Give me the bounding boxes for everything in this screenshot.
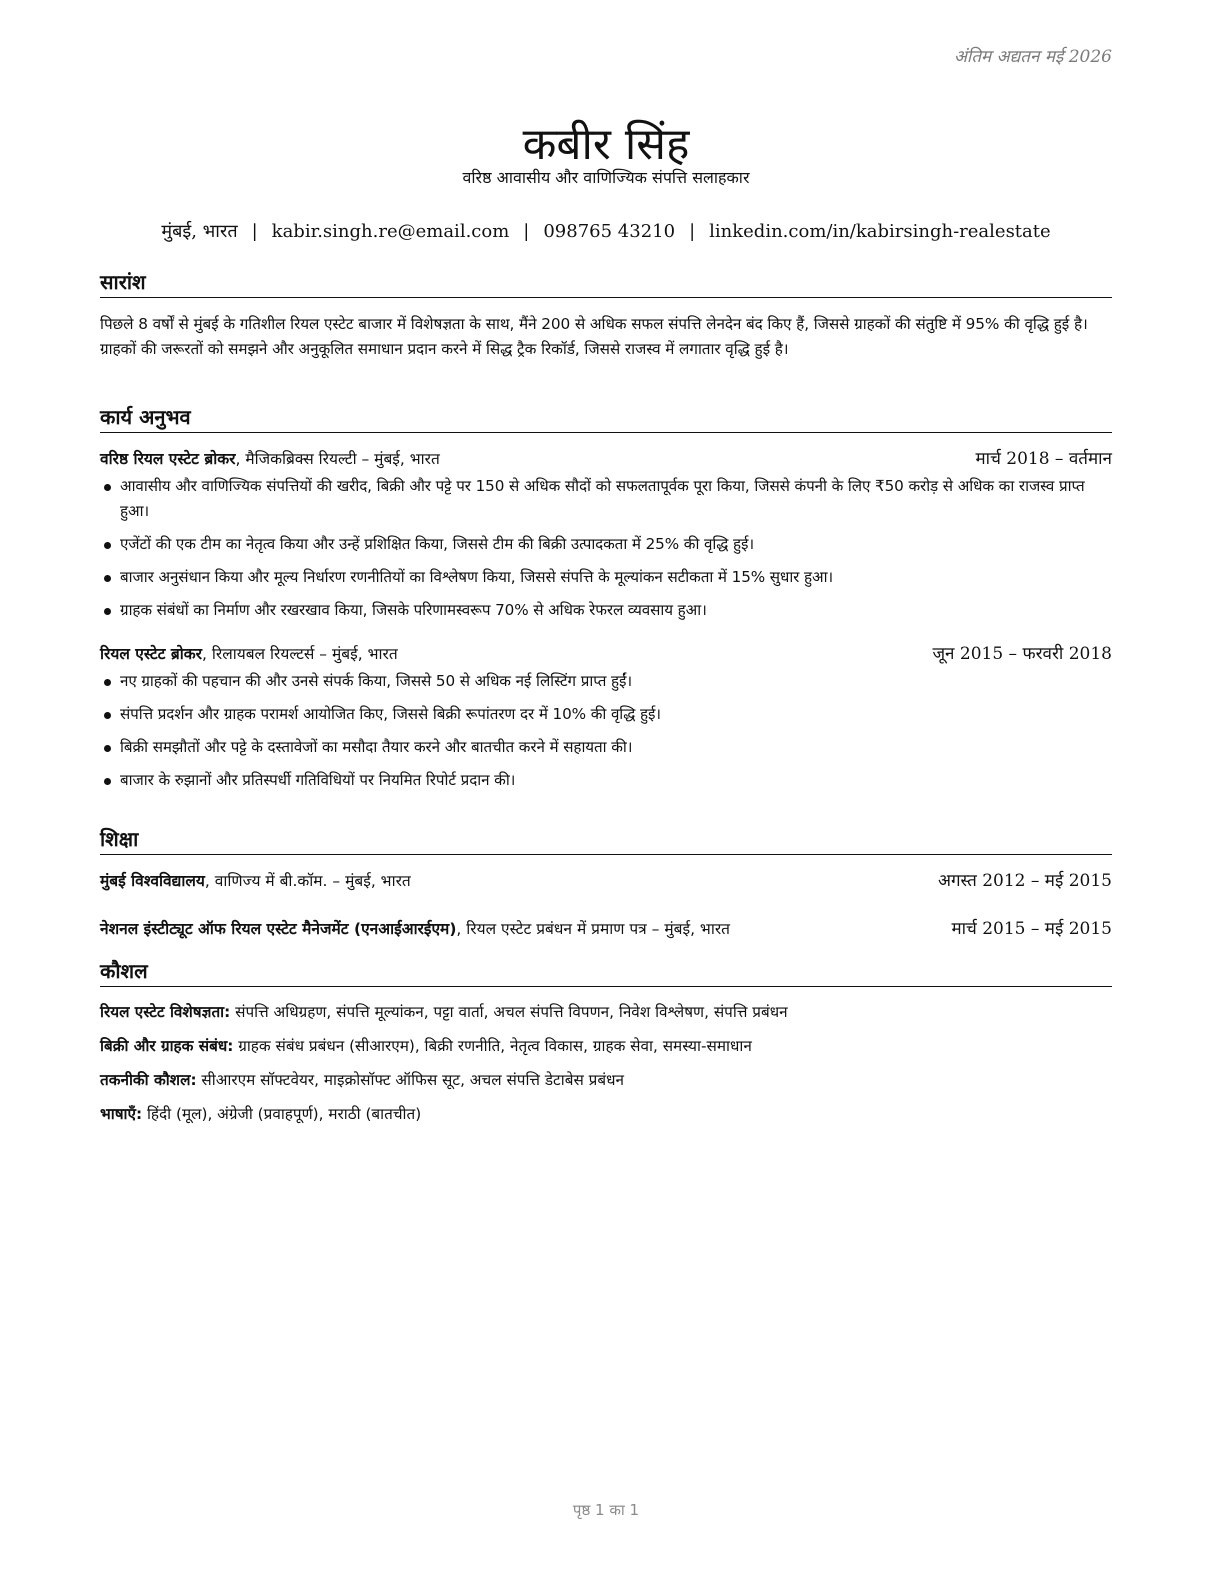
job-role: रियल एस्टेट ब्रोकर <box>100 645 202 663</box>
skill-row <box>100 1029 1112 1063</box>
candidate-title: वरिष्ठ आवासीय और वाणिज्यिक संपत्ति सलाहकार <box>462 168 750 187</box>
skill-row <box>100 1097 1112 1131</box>
candidate-name: कबीर सिंह <box>522 119 690 171</box>
skill-label: तकनीकी कौशल: <box>100 1071 197 1089</box>
job-entry <box>100 641 1112 793</box>
job-dates: मार्च 2018 – वर्तमान <box>975 449 1112 469</box>
job-bullet: एजेंटों की एक टीम का नेतृत्व किया और उन्हें प्रशिक्षित किया, जिससे टीम की बिक्री उत्पादकता में 25% की वृद्धि हुई। <box>100 532 1112 557</box>
job-bullet: बाजार के रुझानों और प्रतिस्पर्धी गतिविधियों पर नियमित रिपोर्ट प्रदान की। <box>100 768 1112 793</box>
job-bullet: नए ग्राहकों की पहचान की और उनसे संपर्क किया, जिससे 50 से अधिक नई लिस्टिंग प्राप्त हुईं। <box>100 669 1112 694</box>
job-company: , रिलायबल रियल्टर्स – मुंबई, भारत <box>201 645 398 663</box>
job-bullet: बाजार अनुसंधान किया और मूल्य निर्धारण रणनीतियों का विश्लेषण किया, जिससे संपत्ति के मूल्यांकन सटीकता में 15% सुधार हुआ। <box>100 565 1112 590</box>
education-dates: मार्च 2015 – मई 2015 <box>951 919 1112 939</box>
job-bullets <box>100 669 1112 793</box>
job-header <box>100 446 1112 472</box>
education-detail: , वाणिज्य में बी.कॉम. – मुंबई, भारत <box>204 872 411 890</box>
contact-separator: | <box>251 221 258 242</box>
resume-page <box>100 0 1112 1584</box>
job-bullet: ग्राहक संबंधों का निर्माण और रखरखाव किया, जिसके परिणामस्वरूप 70% से अधिक रेफरल व्यवसाय हुआ। <box>100 598 1112 623</box>
contact-email[interactable]: kabir.singh.re@email.com <box>271 221 510 242</box>
experience-section <box>100 403 1112 801</box>
job-bullet: संपत्ति प्रदर्शन और ग्राहक परामर्श आयोजित किए, जिससे बिक्री रूपांतरण दर में 10% की वृद्धि हुई। <box>100 702 1112 727</box>
contact-phone: 098765 43210 <box>543 221 676 242</box>
skill-value: हिंदी (मूल), अंग्रेजी (प्रवाहपूर्ण), मराठी (बातचीत) <box>142 1105 422 1123</box>
experience-heading: कार्य अनुभव <box>100 403 1112 433</box>
skill-value: सीआरएम सॉफ्टवेयर, माइक्रोसॉफ्ट ऑफिस सूट, अचल संपत्ति डेटाबेस प्रबंधन <box>196 1071 624 1089</box>
page-number: पृष्ठ 1 का 1 <box>572 1501 640 1519</box>
education-entry <box>100 916 1112 942</box>
education-institution: मुंबई विश्वविद्यालय <box>100 872 205 890</box>
contact-line <box>100 218 1112 246</box>
education-detail: , रियल एस्टेट प्रबंधन में प्रमाण पत्र – मुंबई, भारत <box>456 920 731 938</box>
contact-separator: | <box>523 221 530 242</box>
job-header <box>100 641 1112 667</box>
skills-heading: कौशल <box>100 957 1112 987</box>
summary-heading: सारांश <box>100 268 1112 298</box>
skill-value: संपत्ति अधिग्रहण, संपत्ति मूल्यांकन, पट्टा वार्ता, अचल संपत्ति विपणन, निवेश विश्लेषण, संपत्ति प्रबंधन <box>230 1003 788 1021</box>
job-bullet: आवासीय और वाणिज्यिक संपत्तियों की खरीद, बिक्री और पट्टे पर 150 से अधिक सौदों को सफलतापूर्वक पूरा किया, जिससे कंपनी के लिए ₹50 करोड़ से अधिक का राजस्व प्राप्त हुआ। <box>100 474 1112 524</box>
education-heading: शिक्षा <box>100 825 1112 855</box>
skill-label: रियल एस्टेट विशेषज्ञता: <box>100 1003 231 1021</box>
last-updated-note: अंतिम अद्यतन मई 2026 <box>953 47 1112 67</box>
job-bullet: बिक्री समझौतों और पट्टे के दस्तावेजों का मसौदा तैयार करने और बातचीत करने में सहायता की। <box>100 735 1112 760</box>
contact-location: मुंबई, भारत <box>161 221 238 242</box>
skill-label: भाषाएँ: <box>100 1105 143 1123</box>
skill-label: बिक्री और ग्राहक संबंध: <box>100 1037 234 1055</box>
contact-linkedin[interactable]: linkedin.com/in/kabirsingh-realestate <box>709 221 1051 242</box>
job-entry <box>100 446 1112 623</box>
education-entry <box>100 868 1112 894</box>
job-role: वरिष्ठ रियल एस्टेट ब्रोकर <box>100 450 236 468</box>
job-company: , मैजिकब्रिक्स रियल्टी – मुंबई, भारत <box>235 450 440 468</box>
summary-text: पिछले 8 वर्षों से मुंबई के गतिशील रियल एस्टेट बाजार में विशेषज्ञता के साथ, मैंने 200 से अधिक सफल संपत्ति लेनदेन बंद किए हैं, जिससे ग्राहकों की संतुष्टि में 95% की वृद्धि हुई है। ग्राहकों की जरूरतों को समझने और अनुकूलित समाधान प्रदान करने में सिद्ध ट्रैक रिकॉर्ड, जिससे राजस्व में लगातार वृद्धि हुई है। <box>100 315 1088 358</box>
skills-list <box>100 995 1112 1131</box>
summary-section <box>100 268 1112 362</box>
job-bullets <box>100 474 1112 623</box>
education-dates: अगस्त 2012 – मई 2015 <box>937 871 1112 891</box>
skill-row <box>100 995 1112 1029</box>
education-section <box>100 825 1112 942</box>
education-institution: नेशनल इंस्टीट्यूट ऑफ रियल एस्टेट मैनेजमेंट (एनआईआरईएम) <box>100 920 457 938</box>
job-dates: जून 2015 – फरवरी 2018 <box>932 644 1112 664</box>
skill-value: ग्राहक संबंध प्रबंधन (सीआरएम), बिक्री रणनीति, नेतृत्व विकास, ग्राहक सेवा, समस्या-समाधान <box>233 1037 752 1055</box>
skills-section <box>100 957 1112 1131</box>
skill-row <box>100 1063 1112 1097</box>
contact-separator: | <box>689 221 696 242</box>
